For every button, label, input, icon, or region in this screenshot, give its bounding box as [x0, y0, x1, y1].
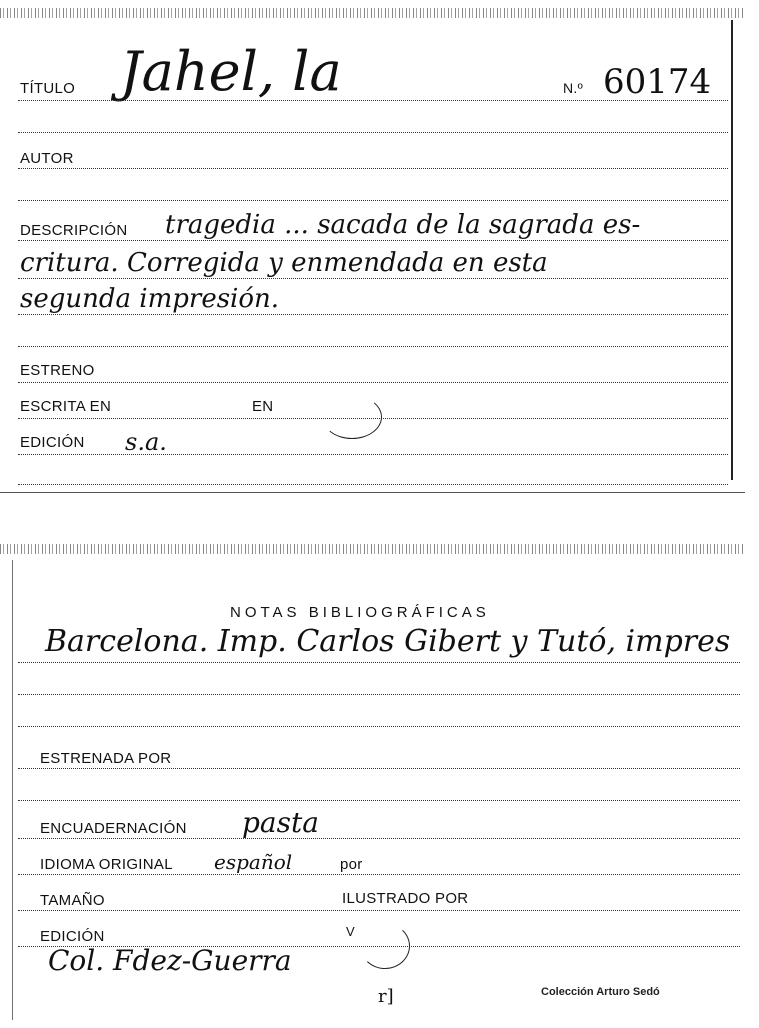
blank-line-3: [18, 346, 728, 347]
ilustrado-por-label: ILUSTRADO POR: [342, 890, 469, 907]
descripcion-line-3: segunda impresión.: [20, 284, 280, 314]
idioma-original-value: español: [214, 850, 293, 874]
titulo-line: [18, 100, 728, 101]
idioma-original-line: [18, 874, 740, 875]
card-top-edge: [0, 8, 745, 18]
coleccion-arturo-sedo: Colección Arturo Sedó: [541, 986, 660, 998]
por-label: por: [340, 856, 363, 873]
descripcion-rule-1: [18, 240, 728, 241]
card-back-top-edge: [0, 544, 745, 554]
v-mark: V: [346, 924, 355, 939]
estreno-line: [18, 382, 728, 383]
estreno-label: ESTRENO: [20, 362, 95, 379]
edicion-back-label: EDICIÓN: [40, 928, 105, 945]
numero-label: N.º: [563, 80, 584, 96]
blank-back-line-1: [18, 800, 740, 801]
autor-line: [18, 168, 728, 169]
titulo-label: TÍTULO: [20, 80, 76, 97]
card-right-edge: [731, 20, 733, 480]
estrenada-por-line: [18, 768, 740, 769]
descripcion-line-1: tragedia ... sacada de la sagrada es-: [165, 210, 641, 240]
autor-label: AUTOR: [20, 150, 74, 167]
en-label: EN: [252, 398, 274, 415]
catalog-card-back: [0, 540, 745, 1028]
descripcion-label: DESCRIPCIÓN: [20, 222, 128, 239]
footer-mark: r]: [378, 986, 394, 1007]
descripcion-line-2: critura. Corregida y enmendada en esta: [20, 248, 548, 278]
notas-bibliograficas-title: NOTAS BIBLIOGRÁFICAS: [230, 604, 490, 621]
encuadernacion-line: [18, 838, 740, 839]
numero-value: 60174: [603, 62, 712, 102]
edicion-value: s.a.: [125, 428, 167, 456]
tamano-label: TAMAÑO: [40, 892, 105, 909]
card-separator: [0, 492, 745, 493]
escrita-en-label: ESCRITA EN: [20, 398, 112, 415]
edicion-label: EDICIÓN: [20, 434, 85, 451]
tamano-line: [18, 910, 740, 911]
notas-value: Barcelona. Imp. Carlos Gibert y Tutó, impres: [45, 624, 731, 659]
idioma-original-label: IDIOMA ORIGINAL: [40, 856, 173, 873]
encuadernacion-value: pasta: [242, 806, 319, 839]
estrenada-por-label: ESTRENADA POR: [40, 750, 172, 767]
notas-rule-2: [18, 694, 740, 695]
catalog-card-front: [0, 0, 745, 492]
stamp-circle-mark: [322, 395, 382, 439]
edicion-line: [18, 454, 728, 455]
blank-line-2: [18, 200, 728, 201]
card-back-left-edge: [12, 560, 13, 1020]
descripcion-rule-2: [18, 278, 728, 279]
notas-rule-1: [18, 662, 740, 663]
coleccion-note: Col. Fdez-Guerra: [48, 944, 292, 977]
descripcion-rule-3: [18, 314, 728, 315]
blank-line-4: [18, 484, 728, 485]
titulo-value: Jahel, la: [120, 40, 342, 103]
notas-rule-3: [18, 726, 740, 727]
encuadernacion-label: ENCUADERNACIÓN: [40, 820, 187, 837]
blank-line-1: [18, 132, 728, 133]
